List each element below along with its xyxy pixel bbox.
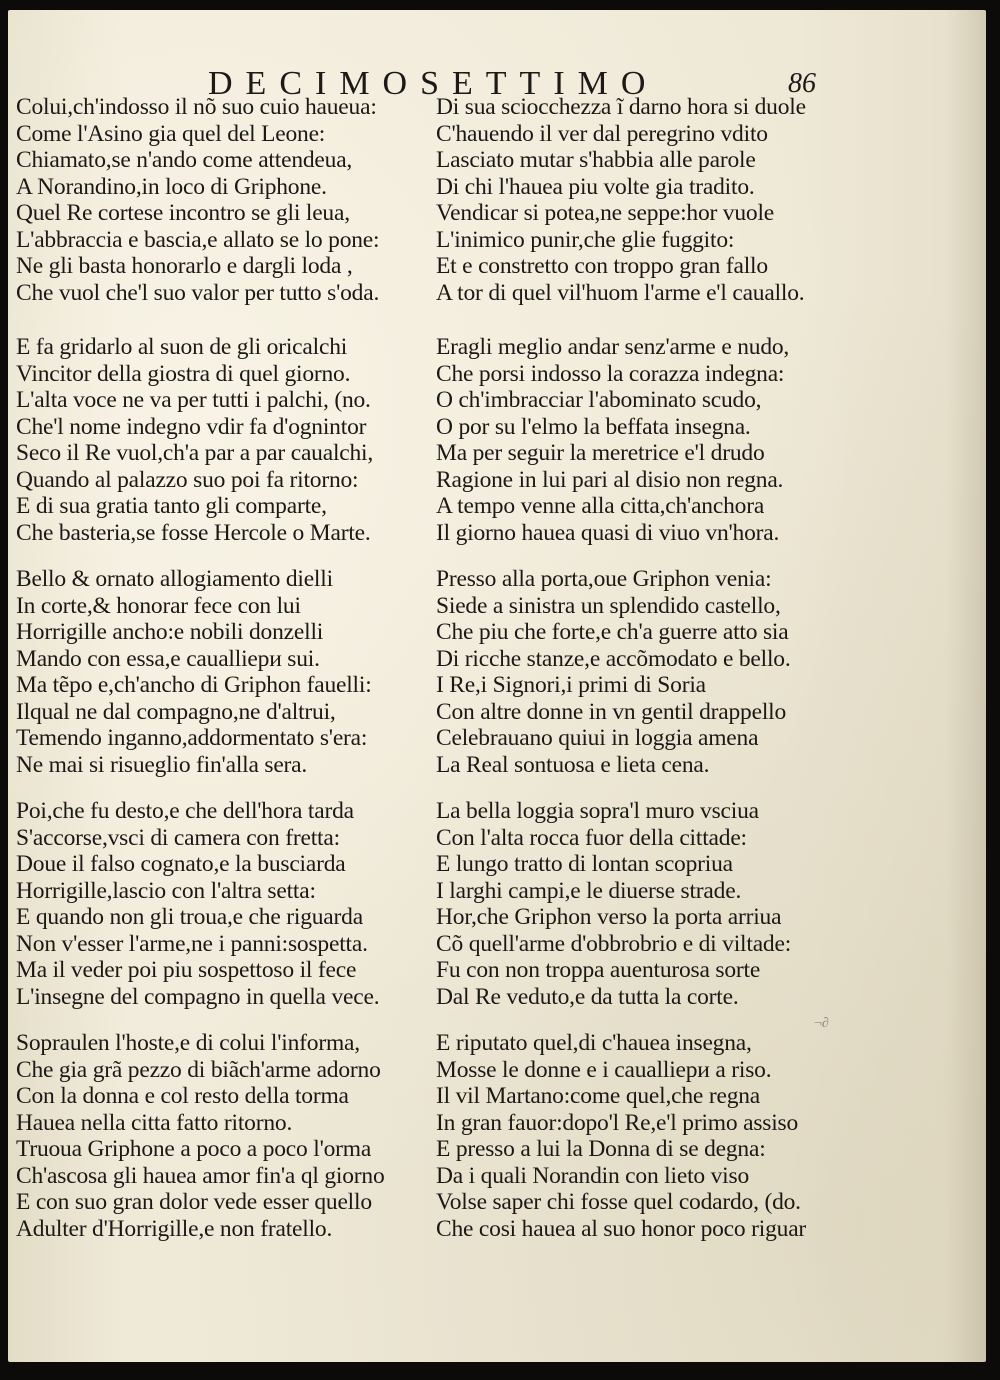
verse-line: Celebrauano quiui in loggia amena (436, 725, 759, 751)
verse-line: Sopraulen l'hoste,e di colui l'informa, (16, 1030, 360, 1056)
verse-line: A tor di quel vil'huom l'arme e'l cauallo. (436, 279, 805, 306)
verse-line: E con suo gran dolor vede esser quello (16, 1189, 372, 1215)
verse-line: Quando al palazzo suo poi fa ritorno: (16, 466, 359, 493)
verse-line: Di chi l'hauea piu volte gia tradito. (436, 173, 755, 200)
verse-line: Ma per seguir la meretrice e'l drudo (436, 440, 765, 466)
verse-line: I Re,i Signori,i primi di Soria (436, 672, 706, 698)
verse-line: E lungo tratto di lontan scopriua (436, 851, 733, 877)
verse-line: I larghi campi,e le diuerse strade. (436, 877, 742, 904)
verse-line: Che gia grã pezzo di biãch'arme adorno (16, 1056, 381, 1083)
verse-line: Come l'Asino gia quel del Leone: (16, 120, 326, 147)
verse-line: Vincitor della giostra di quel giorno. (16, 360, 351, 387)
verse-line: Vendicar si potea,ne seppe:hor vuole (436, 200, 775, 226)
verse-line: Che porsi indosso la corazza indegna: (436, 360, 785, 387)
stanza (16, 1030, 436, 1242)
verse-line: Hor,che Griphon verso la porta arriua (436, 904, 782, 930)
verse-line: Colui,ch'indosso il nõ suo cuio haueua: (16, 94, 377, 120)
verse-line: Mosse le donne e i caualliери a riso. (436, 1056, 772, 1083)
verse-line: Lasciato mutar s'habbia alle parole (436, 147, 756, 173)
stanza (436, 798, 856, 1010)
verse-line: Hauea nella citta fatto ritorno. (16, 1109, 293, 1136)
verse-line: Con altre donne in vn gentil drappello (436, 698, 787, 725)
verse-line: Che vuol che'l suo valor per tutto s'oda. (16, 279, 380, 306)
verse-line: Ma tẽpo e,ch'ancho di Griphon fauelli: (16, 672, 372, 698)
stanza (16, 566, 436, 778)
verse-line: Ne gli basta honorarlo e dargli loda , (16, 253, 353, 279)
verse-line: E presso a lui la Donna di se degna: (436, 1136, 766, 1162)
verse-line: Che piu che forte,e ch'a guerre atto sia (436, 619, 789, 645)
verse-line: Adulter d'Horrigille,e non fratello. (16, 1215, 333, 1242)
verse-line: L'insegne del compagno in quella vece. (16, 983, 380, 1010)
verse-line: L'alta voce ne va per tutti i palchi, (no. (16, 387, 371, 413)
verse-line: E quando non gli troua,e che riguarda (16, 904, 363, 930)
verse-line: Da i quali Norandin con lieto viso (436, 1162, 749, 1189)
verse-line: Con l'alta rocca fuor della cittade: (436, 824, 747, 851)
page-number: 86 (788, 68, 816, 99)
verse-line: In gran fauor:dopo'l Re,e'l primo assiso (436, 1109, 799, 1136)
verse-line: A tempo venne alla citta,ch'anchora (436, 493, 765, 519)
verse-line: E riputato quel,di c'hauea insegna, (436, 1030, 752, 1056)
verse-line: Ilqual ne dal compagno,ne d'altrui, (16, 698, 336, 725)
verse-line: Che'l nome indegno vdir fa d'ognintor (16, 413, 367, 440)
verse-line: Cõ quell'arme d'obbrobrio e di viltade: (436, 930, 792, 957)
verse-line: Horrigille,lascio con l'altra setta: (16, 877, 316, 904)
verse-line: L'abbraccia e bascia,e allato se lo pone: (16, 226, 380, 253)
verse-line: Et e constretto con troppo gran fallo (436, 253, 768, 279)
stanza (436, 334, 856, 546)
stanza (16, 94, 436, 306)
verse-line: Eragli meglio andar senz'arme e nudo, (436, 334, 790, 360)
verse-line: Mando con essa,e caualliери sui. (16, 645, 320, 672)
verse-line: Ma il veder poi piu sospettoso il fece (16, 957, 357, 983)
verse-line: Bello & ornato allogiamento dielli (16, 566, 333, 592)
stanza (16, 334, 436, 546)
verse-line: Che basteria,se fosse Hercole o Marte. (16, 519, 371, 546)
verse-line: O ch'imbracciar l'abominato scudo, (436, 387, 762, 413)
verse-line: Doue il falso cognato,e la busciarda (16, 851, 346, 877)
verse-line: Poi,che fu desto,e che dell'hora tarda (16, 798, 354, 824)
verse-line: O por su l'elmo la beffata insegna. (436, 413, 751, 440)
verse-line: Ragione in lui pari al disio non regna. (436, 466, 784, 493)
verse-line: Che cosi hauea al suo honor poco riguar (436, 1215, 807, 1242)
verse-line: Il giorno hauea quasi di viuo vn'hora. (436, 519, 780, 546)
verse-line: A Norandino,in loco di Griphone. (16, 173, 327, 200)
verse-line: Presso alla porta,oue Griphon venia: (436, 566, 772, 592)
verse-line: E di sua gratia tanto gli comparte, (16, 493, 327, 519)
stanza (436, 1030, 856, 1242)
verse-line: Ch'ascosa gli hauea amor fin'a ql giorno (16, 1162, 385, 1189)
book-page (8, 10, 986, 1362)
verse-line: Di ricche stanze,e accõmodato e bello. (436, 645, 791, 672)
verse-line: Chiamato,se n'ando come attendeua, (16, 147, 353, 173)
verse-line: Temendo inganno,addormentato s'era: (16, 725, 368, 751)
verse-line: Truoua Griphone a poco a poco l'orma (16, 1136, 372, 1162)
verse-line: L'inimico punir,che glie fuggito: (436, 226, 735, 253)
running-title: DECIMOSETTIMO (208, 65, 659, 102)
verse-line: Seco il Re vuol,ch'a par a par caualchi, (16, 440, 374, 466)
stanza (16, 798, 436, 1010)
verse-line: La Real sontuosa e lieta cena. (436, 751, 710, 778)
verse-line: Quel Re cortese incontro se gli leua, (16, 200, 350, 226)
verse-line: E fa gridarlo al suon de gli oricalchi (16, 334, 348, 360)
verse-line: Volse saper chi fosse quel codardo, (do. (436, 1189, 801, 1215)
verse-line: Il vil Martano:come quel,che regna (436, 1083, 761, 1109)
page-edge-shadow (946, 10, 986, 1362)
verse-line: Siede a sinistra un splendido castello, (436, 592, 781, 619)
verse-line: In corte,& honorar fece con lui (16, 592, 301, 619)
stanza (436, 94, 856, 306)
verse-line: Con la donna e col resto della torma (16, 1083, 349, 1109)
verse-line: Ne mai si risueglio fin'alla sera. (16, 751, 308, 778)
verse-line: C'hauendo il ver dal peregrino vdito (436, 120, 768, 147)
verse-line: Fu con non troppa auenturosa sorte (436, 957, 761, 983)
verse-line: Di sua sciocchezza ĩ darno hora si duole (436, 94, 806, 120)
verse-line: S'accorse,vsci di camera con fretta: (16, 824, 340, 851)
margin-note: ¬∂ (814, 1016, 829, 1031)
verse-line: Dal Re veduto,e da tutta la corte. (436, 983, 739, 1010)
verse-line: Horrigille ancho:e nobili donzelli (16, 619, 324, 645)
stanza (436, 566, 856, 778)
verse-line: Non v'esser l'arme,ne i panni:sospetta. (16, 930, 368, 957)
verse-line: La bella loggia sopra'l muro vsciua (436, 798, 759, 824)
